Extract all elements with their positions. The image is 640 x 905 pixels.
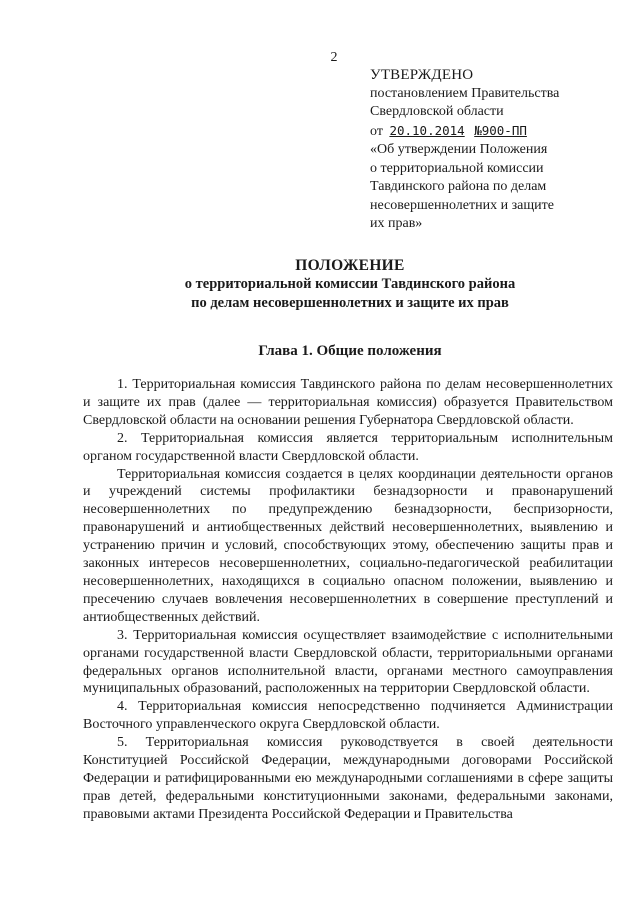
approval-subject-4: несовершеннолетних и защите — [370, 197, 554, 213]
approval-line-1: постановлением Правительства — [370, 85, 560, 101]
paragraph-1: 1. Территориальная комиссия Тавдинского района по делам несовершеннолетних и защите их прав (далее — территориальная комиссия) образуется Правительством Свердловской области на основании решения Губернатора Свердловской области. — [83, 377, 613, 428]
approval-subject-2: о территориальной комиссии — [370, 160, 544, 176]
title-line-3: по делам несовершеннолетних и защите их прав — [191, 295, 509, 311]
approval-date-line — [370, 122, 600, 142]
approval-line-2: Свердловской области — [370, 104, 504, 119]
approval-date: 20.10.2014 — [389, 122, 465, 138]
approval-date-prefix: от — [370, 123, 383, 139]
document-body — [83, 376, 613, 824]
document-title — [60, 256, 640, 313]
approval-heading: УТВЕРЖДЕНО — [370, 67, 474, 83]
approval-subject-5: их прав» — [370, 216, 423, 231]
title-line-2: о территориальной комиссии Тавдинского района — [184, 276, 516, 292]
paragraph-5: 5. Территориальная комиссия руководствуется в своей деятельности Конституцией Российской Федерации, международными договорами Российской Федерации и ратифицированными ею международными соглашениями в сфере защиты прав детей, федеральными конституционными законами, федеральными законами, правовыми актами Президента Российской Федерации и Правительства — [83, 735, 613, 822]
paragraph-4: 4. Территориальная комиссия непосредственно подчиняется Администрации Восточного управленческого округа Свердловской области. — [83, 699, 613, 733]
approval-number: №900-ПП — [474, 122, 527, 138]
title-main: ПОЛОЖЕНИЕ — [295, 257, 405, 274]
approval-subject-3: Тавдинского района по делам — [370, 179, 547, 194]
page-number: 2 — [330, 50, 338, 65]
approval-stamp — [370, 66, 600, 234]
paragraph-2: 2. Территориальная комиссия является территориальным исполнительным органом государственной власти Свердловской области. — [83, 430, 613, 464]
approval-subject-1: «Об утверждении Положения — [370, 142, 548, 157]
paragraph-2-continued: Территориальная комиссия создается в целях координации деятельности органов и учреждений системы профилактики безнадзорности и правонарушений несовершеннолетних по предупреждению безнадзорности, беспризорности, правонарушений и антиобщественных действий несовершеннолетних, выявлению и устранению причин и условий, способствующих этому, обеспечению защиты прав и законных интересов несовершеннолетних, социально-педагогической реабилитации несовершеннолетних, находящихся в социально опасном положении, выявлению и пресечению случаев вовлечения несовершеннолетних в совершение преступлений и антиобщественных действий. — [83, 466, 613, 625]
chapter-title: Глава 1. Общие положения — [258, 343, 442, 359]
paragraph-3: 3. Территориальная комиссия осуществляет взаимодействие с исполнительными органами государственной власти Свердловской области, территориальными органами федеральных органов исполнительной власти, органами местного самоуправления муниципальных образований, расположенных на территории Свердловской области. — [83, 627, 613, 697]
